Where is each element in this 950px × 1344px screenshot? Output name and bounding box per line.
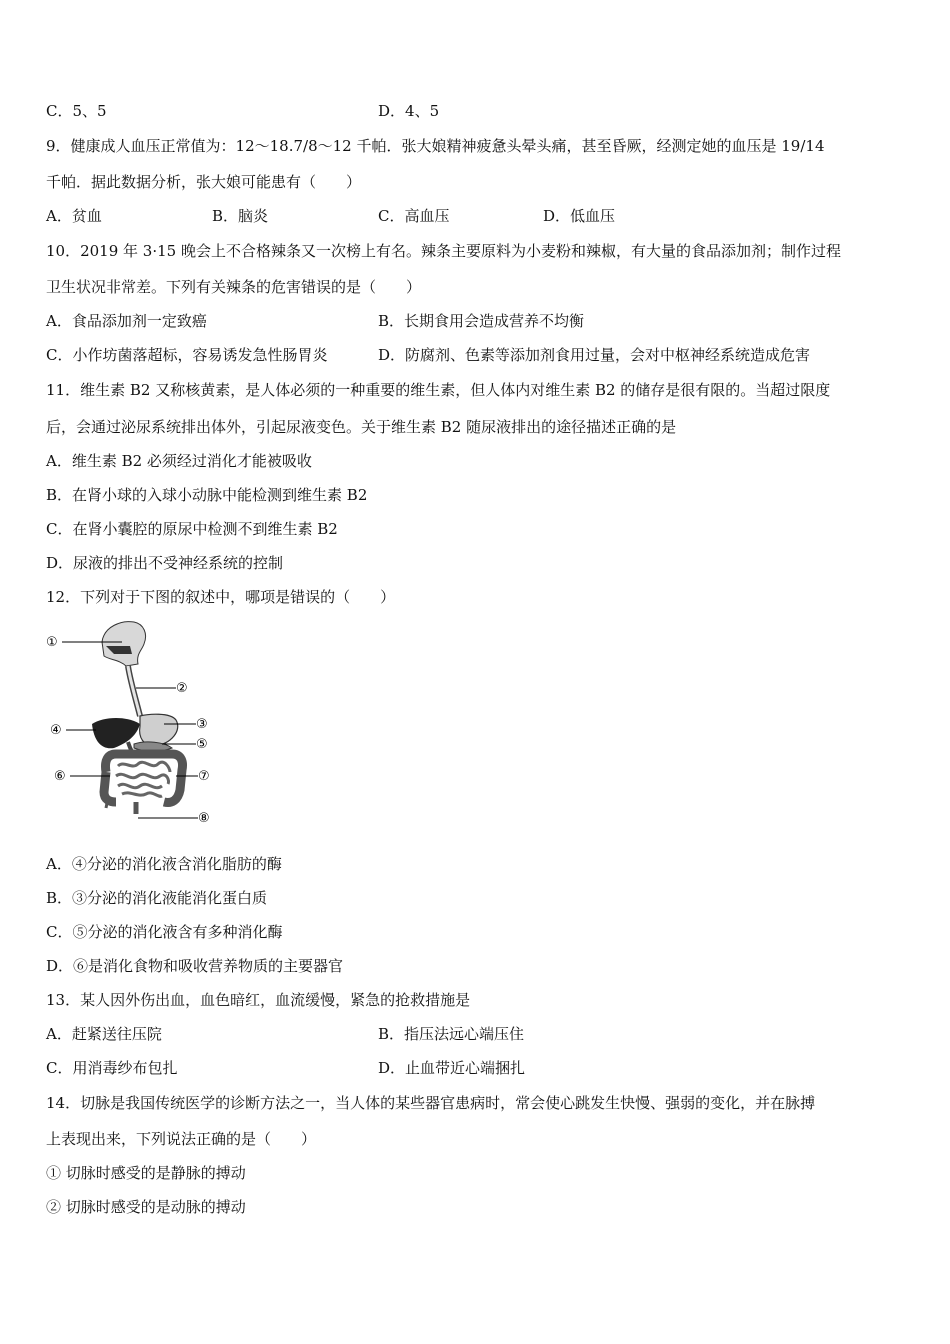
figure-label: ③ — [196, 717, 208, 732]
figure-label: ⑤ — [196, 737, 208, 752]
figure-label: ① — [46, 635, 58, 650]
q12-option-a: A．④分泌的消化液含消化脂肪的酶 — [46, 855, 282, 873]
q11-option-a: A．维生素 B2 必须经过消化才能被吸收 — [46, 452, 312, 470]
stomach — [140, 714, 178, 746]
q13-stem: 13．某人因外伤出血，血色暗红，血流缓慢，紧急的抢救措施是 — [46, 991, 471, 1009]
figure-label: ② — [176, 681, 188, 696]
q12-option-d: D．⑥是消化食物和吸收营养物质的主要器官 — [46, 957, 344, 975]
q14-statement-1: ① 切脉时感受的是静脉的搏动 — [46, 1164, 246, 1182]
q11-stem-line2: 后，会通过泌尿系统排出体外，引起尿液变色。关于维生素 B2 随尿液排出的途径描述正确的是 — [46, 418, 677, 436]
q11-stem-line1: 11．维生素 B2 又称核黄素，是人体必须的一种重要的维生素，但人体内对维生素 B2 的储存是很有限的。当超过限度 — [46, 381, 831, 399]
figure-label: ⑧ — [198, 811, 210, 826]
small-intestine — [116, 762, 170, 796]
digestive-system-diagram — [44, 620, 224, 830]
head-outline — [102, 622, 146, 666]
q12-option-b: B．③分泌的消化液能消化蛋白质 — [46, 889, 268, 907]
q13-option-c: C．用消毒纱布包扎 — [46, 1059, 178, 1077]
q12-option-c: C．⑤分泌的消化液含有多种消化酶 — [46, 923, 283, 941]
q14-stem-line1: 14．切脉是我国传统医学的诊断方法之一，当人体的某些器官患病时，常会使心跳发生快慢、强弱的变化，并在脉搏 — [46, 1094, 816, 1112]
q13-option-a: A．赶紧送往压院 — [46, 1025, 162, 1043]
q10-option-a: A．食品添加剂一定致癌 — [46, 312, 207, 330]
q10-option-b: B．长期食用会造成营养不均衡 — [378, 312, 585, 330]
figure-label: ④ — [50, 723, 62, 738]
figure-label: ⑥ — [54, 769, 66, 784]
q9-option-d: D．低血压 — [543, 207, 616, 225]
q12-stem: 12．下列对于下图的叙述中，哪项是错误的（ ） — [46, 588, 396, 606]
q10-option-d: D．防腐剂、色素等添加剂食用过量，会对中枢神经系统造成危害 — [378, 346, 811, 364]
q8-option-d: D．4、5 — [378, 102, 440, 120]
q11-option-d: D．尿液的排出不受神经系统的控制 — [46, 554, 284, 572]
digestive-system-figure — [44, 620, 224, 830]
q10-option-c: C．小作坊菌落超标，容易诱发急性肠胃炎 — [46, 346, 328, 364]
appendix — [106, 798, 108, 808]
figure-label: ⑦ — [198, 769, 210, 784]
q14-stem-line2: 上表现出来，下列说法正确的是（ ） — [46, 1130, 317, 1148]
q9-option-b: B．脑炎 — [212, 207, 269, 225]
q10-stem-line1: 10．2019 年 3·15 晚会上不合格辣条又一次榜上有名。辣条主要原料为小麦粉和辣椒，有大量的食品添加剂；制作过程 — [46, 242, 841, 260]
q11-option-b: B．在肾小球的入球小动脉中能检测到维生素 B2 — [46, 486, 368, 504]
q8-option-c: C．5、5 — [46, 102, 107, 120]
q11-option-c: C．在肾小囊腔的原尿中检测不到维生素 B2 — [46, 520, 338, 538]
q9-stem-line1: 9．健康成人血压正常值为：12～18.7/8～12 千帕．张大娘精神疲惫头晕头痛，甚至昏厥，经测定她的血压是 19/14 — [46, 137, 825, 155]
q9-option-a: A．贫血 — [46, 207, 102, 225]
q14-statement-2: ② 切脉时感受的是动脉的搏动 — [46, 1198, 246, 1216]
q13-option-b: B．指压法远心端压住 — [378, 1025, 525, 1043]
liver — [92, 718, 140, 748]
q13-option-d: D．止血带近心端捆扎 — [378, 1059, 526, 1077]
q9-stem-line2: 千帕．据此数据分析，张大娘可能患有（ ） — [46, 173, 362, 191]
q10-stem-line2: 卫生状况非常差。下列有关辣条的危害错误的是（ ） — [46, 278, 422, 296]
q9-option-c: C．高血压 — [378, 207, 450, 225]
